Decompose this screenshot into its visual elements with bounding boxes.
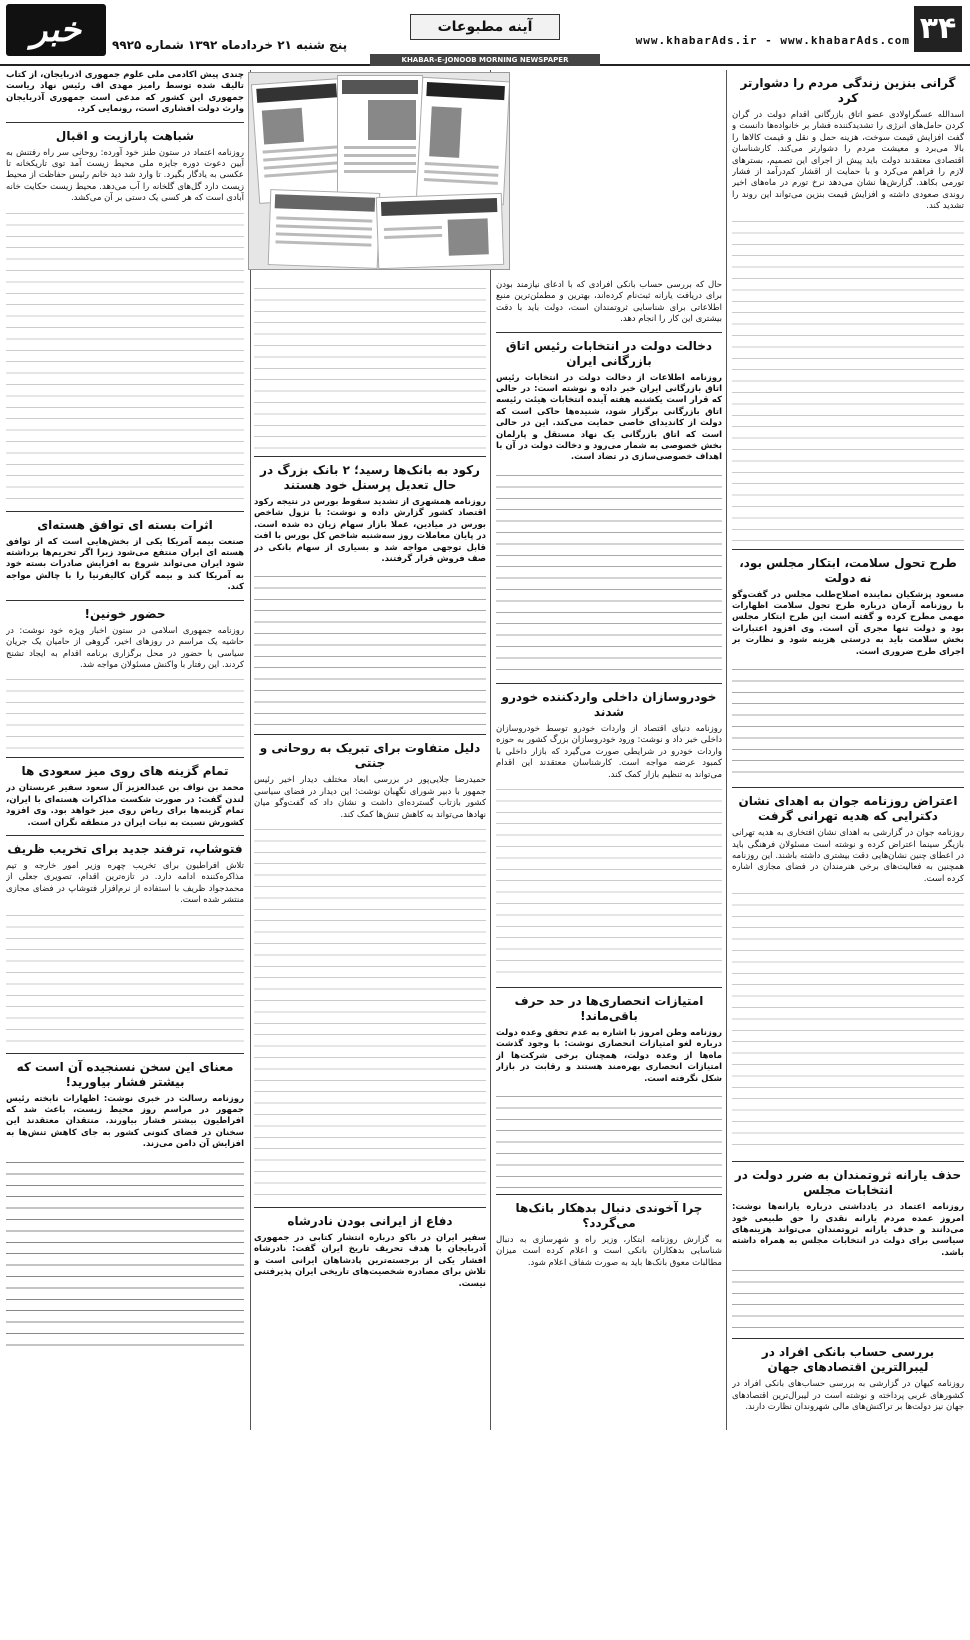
headline: فتوشاپ، ترفند جدید برای تخریب ظریف	[7, 841, 243, 856]
article-body: حال که بررسی حساب بانکی افرادی که با ادعای نیازمند بودن برای دریافت یارانه ثبت‌نام کرده‌اند، بهترین و مطمئن‌ترین منبع اطلاعاتی برای شناسایی ثروتمندان است، دولت باید با دقت بیشتری این کار را انجام دهد.	[496, 280, 722, 325]
text-lines	[6, 205, 244, 505]
newspaper-logo: خبر	[6, 4, 106, 56]
article-body: تلاش افراطیون برای تخریب چهره وزیر امور خارجه و تیم مذاکره‌کننده ادامه دارد. در تازه‌ترین اقدام، تصویری جعلی از محمدجواد ظریف با استفاده از نرم‌افزار فتوشاپ در فضای مجازی منتشر شده است.	[6, 860, 244, 906]
headline: بررسی حساب بانکی افراد در لیبرالترین اقتصادهای جهان	[761, 1345, 935, 1375]
issue-date: پنج شنبه ۲۱ خردادماه ۱۳۹۲ شماره ۹۹۲۵	[112, 38, 348, 52]
headline: تمام گزینه های روی میز سعودی ها	[21, 764, 229, 779]
column-mid-right	[496, 280, 722, 1640]
text-lines	[254, 568, 486, 728]
english-masthead: KHABAR-E-JONOOB MORNING NEWSPAPER	[370, 54, 600, 66]
website-address[interactable]: www.khabarAds.ir - www.khabarAds.com	[635, 34, 910, 47]
text-lines	[6, 1154, 244, 1354]
headline: گرانی بنزین زندگی مردم را دشوارتر کرد	[740, 76, 956, 105]
article-body: روزنامه رسالت در خبری نوشت: اظهارات نابخته رئیس جمهور در مراسم روز محیط زیست، باعث شد که افراطیون بیشتر فشار بیاورند. منتقدان معتقدند این سخنان در فضای کنونی کشور به جای کاهش تنش‌ها به افزایش آن دامن می‌زند.	[6, 1093, 244, 1150]
article-body: روزنامه کیهان در گزارشی به بررسی حساب‌های بانکی افراد در کشورهای غربی پرداخته و نوشته است در لیبرال‌ترین اقتصادهای جهان نیز دولت‌ها بر تراکنش‌های مالی شهروندان نظارت دارند.	[732, 1379, 964, 1412]
newspaper-image	[416, 77, 510, 205]
article-body: روزنامه جوان در گزارشی به اهدای نشان افتخاری به هدیه تهرانی بازیگر سینما اعتراض کرده و نوشته است مسئولان فرهنگی باید در اعطای چنین نشان‌هایی دقت بیشتری داشته باشند. این روزنامه همچنین به فعالیت‌های برخی هنرمندان در فضای مجازی اشاره کرده است.	[732, 828, 964, 884]
column-divider	[726, 70, 727, 1430]
headline: حضور خونین!	[84, 606, 166, 621]
article-body: مسعود پزشکیان نماینده اصلاح‌طلب مجلس در گفت‌وگو با روزنامه آرمان درباره طرح تحول سلامت اظهارات مهمی مطرح کرده و گفته است این طرح ابتکار مجلس بود و دولت تنها مجری آن است. وی افزود اعتبارات بخش سلامت باید به درستی هزینه شود و نظارت بر اجرای طرح ضروری است.	[732, 589, 964, 657]
text-lines	[6, 671, 244, 751]
headline: اثرات بسته ای توافق هسته‌ای	[37, 517, 213, 532]
headline: خودروسازان داخلی واردکننده خودرو شدند	[501, 689, 717, 719]
headline: امتیازات انحصاری‌ها در حد حرف باقی‌ماند!	[514, 993, 704, 1023]
article-body: حمیدرضا جلایی‌پور در بررسی ابعاد مختلف دیدار اخیر رئیس جمهور با دبیر شورای نگهبان نوشت: این دیدار در فضای سیاسی کشور بازتاب گسترده‌ای داشت و نشان داد که گفت‌وگو میان نهادها می‌تواند به کاهش تنش‌ها کمک کند.	[254, 775, 486, 820]
article-body: محمد بن نواف بن عبدالعزیز آل سعود سفیر عربستان در لندن گفت: در صورت شکست مذاکرات هسته‌ای با ایران، تمام گزینه‌ها برای ریاض روی میز خواهد بود. وی افزود کشورش نسبت به نیات ایران در منطقه نگران است.	[6, 783, 244, 828]
text-lines	[496, 781, 722, 981]
newspaper-image	[251, 78, 349, 204]
text-lines	[732, 885, 964, 1155]
headline: چرا آخوندی دنبال بدهکار بانک‌ها می‌گردد؟	[515, 1200, 703, 1230]
article-body: اسدالله عسگراولادی عضو اتاق بازرگانی اقدام دولت در گران کردن حامل‌های انرژی را تشدیدکننده فشار بر خانواده‌ها دانست و گفت افزایش قیمت سوخت، هزینه حمل و نقل و قیمت کالاها را بالا می‌برد و معیشت مردم را دشوارتر می‌کند. کارشناسان اقتصادی معتقدند دولت باید پیش از اجرای این تصمیم، بسترهای لازم را فراهم می‌کرد و با حمایت از اقشار کم‌درآمد از فشار تورمی بکاهد. گزارش‌ها نشان می‌دهد نرخ تورم در ماه‌های اخیر روندی صعودی داشته و افزایش قیمت بنزین می‌تواند این روند را تشدید کند.	[732, 110, 964, 212]
headline: معنای این سخن نسنجیده آن است که بیشتر فشار بیاورید!	[16, 1059, 234, 1089]
headline: شباهت پارازیت و اقبال	[55, 128, 195, 143]
article-body: روزنامه اعتماد در ستون طنز خود آورده: روحانی سر راه رفتنش به آیین دعوت دوره جایزه ملی محیط زیست آمد توی تاریکخانه تا عکسی به یادگار بگیرد. تا وارد شد دید خانم رئیس حفاظت از محیط زیست دارد گل‌های گلخانه را آب می‌دهد. محیط زیست حکایت خانه آبادی است که هر کسی یک دستی بر آن می‌کشد.	[6, 147, 244, 204]
text-lines	[496, 1088, 722, 1188]
column-right	[732, 70, 964, 1430]
article-body: سفیر ایران در باکو درباره انتشار کتابی در جمهوری آذربایجان با هدف تحریف تاریخ ایران گفت: نادرشاه افشار یکی از برجسته‌ترین پادشاهان ایرانی است و تلاش برای مصادره شخصیت‌های تاریخی ایران پذیرفتنی نیست.	[254, 1233, 486, 1289]
section-title: آینه مطبوعات	[410, 14, 560, 40]
headline: دفاع از ایرانی بودن نادرشاه	[287, 1214, 453, 1229]
text-lines	[732, 213, 964, 543]
article-body: به گزارش روزنامه ابتکار، وزیر راه و شهرسازی به دنبال شناسایی بدهکاران بانکی است و اعلام کرده است میزان مطالبات معوق بانک‌ها باید به صورت شفاف اعلام شود.	[496, 1234, 722, 1268]
article-body: روزنامه جمهوری اسلامی در ستون اخبار ویژه خود نوشت: در حاشیه یک مراسم در روزهای اخیر، گروهی از حامیان یک جریان سیاسی با حضور در محل برگزاری برنامه اقدام به ایجاد تشنج کردند. این رفتار با واکنش مسئولان مواجه شد.	[6, 625, 244, 670]
text-lines	[254, 821, 486, 1201]
headline: دخالت دولت در انتخابات رئیس اتاق بازرگانی ایران	[505, 338, 713, 368]
newspapers-photo	[248, 72, 510, 270]
text-lines	[254, 280, 486, 450]
article-body: روزنامه وطن امروز با اشاره به عدم تحقق وعده دولت درباره لغو امتیازات انحصاری نوشت: با وجود گذشت ماه‌ها از وعده دولت، همچنان برخی شرکت‌ها از امتیازات انحصاری بهره‌مند هستند و رقابت در بازار شکل نگرفته است.	[496, 1027, 722, 1084]
column-mid-left	[254, 280, 486, 1430]
headline: طرح تحول سلامت، ابتکار مجلس بود، نه دولت	[739, 555, 957, 585]
column-left	[6, 70, 244, 1430]
article-body: روزنامه دنیای اقتصاد از واردات خودرو توسط خودروسازان داخلی خبر داد و نوشت: ورود خودروسازان بزرگ کشور به حوزه واردات خودرو در شرایطی صورت می‌گیرد که بازار داخلی با کمبود عرضه مواجه است. کارشناسان معتقدند این اقدام می‌تواند به تنظیم بازار کمک کند.	[496, 723, 722, 780]
article-body: روزنامه اطلاعات از دخالت دولت در انتخابات رئیس اتاق بازرگانی ایران خبر داده و نوشته است: در حالی که قرار است یکشنبه هفته آینده انتخابات هیئت رئیسه اتاق بازرگانی برگزار شود، شنیده‌ها حاکی است که دولت از کاندیدای خاصی حمایت می‌کند. این در حالی است که اتاق بازرگانی یک نهاد مستقل و پارلمان بخش خصوصی به شمار می‌رود و دخالت دولت در آن با اهداف خصوصی‌سازی در تضاد است.	[496, 372, 722, 463]
headline: رکود به بانک‌ها رسید؛ ۲ بانک بزرگ در حال تعدیل پرسنل خود هستند	[260, 463, 480, 492]
newspaper-image	[376, 193, 504, 269]
page-number: ۳۴	[914, 6, 962, 52]
text-lines	[496, 467, 722, 677]
newspaper-image	[337, 75, 423, 203]
text-lines	[6, 907, 244, 1047]
article-lead: چندی پیش آکادمی ملی علوم جمهوری آذربایجان، از کتاب تالیف شده توسط رامیز مهدی اف رئیس نهاد ریاست جمهوری این کشور که مدعی است جمهوری آذربایجان وارث دولت افشاری است، رونمایی کرد.	[6, 70, 244, 115]
headline: اعتراض روزنامه جوان به اهدای نشان دکترایی که هدیه تهرانی گرفت	[738, 794, 958, 824]
text-lines	[732, 661, 964, 781]
headline: حذف یارانه ثروتمندان به ضرر دولت در انتخابات مجلس	[734, 1168, 962, 1198]
article-body: روزنامه همشهری از تشدید سقوط بورس در نتیجه رکود اقتصاد کشور گزارش داده و نوشت: با نزول شاخص بورس در میادین، عملا بازار سهام زیان ده شده است. در پایان معاملات روز سه‌شنبه شاخص کل بورس با افت قابل توجهی مواجه شد و بسیاری از سهام بانکی در صف فروش قرار گرفتند.	[254, 497, 486, 565]
newspaper-image	[268, 189, 381, 269]
column-divider	[490, 70, 491, 1430]
headline: دلیل متفاوت برای تبریک به روحانی و جنتی	[259, 741, 481, 771]
text-lines	[732, 1262, 964, 1332]
page-header	[0, 0, 970, 66]
article-body: روزنامه اعتماد در یادداشتی درباره یارانه‌ها نوشت: امروز عمده مردم یارانه نقدی را حق طبیعی خود می‌دانند و حذف یارانه ثروتمندان می‌تواند هزینه‌های سیاسی برای دولت در انتخابات مجلس به همراه داشته باشد.	[732, 1202, 964, 1258]
column-divider	[250, 70, 251, 1430]
article-body: صنعت بیمه آمریکا یکی از بخش‌هایی است که از توافق هسته ای ایران منتفع می‌شود زیرا اگر تحریم‌ها برداشته شود ایران می‌تواند شروع به افزایش صادرات بسته خود به آمریکا کند و بیمه گران کالیفرنیا را با چالش مواجه کند.	[6, 536, 244, 593]
